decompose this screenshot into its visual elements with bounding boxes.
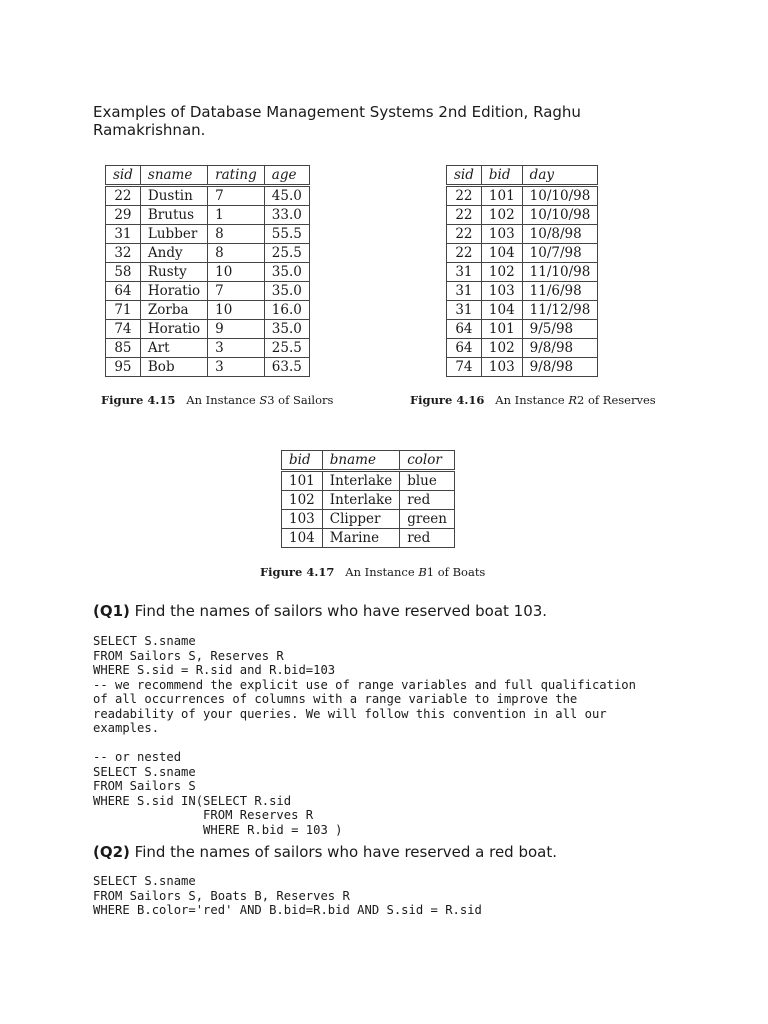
table-cell-sname: Bob	[140, 358, 207, 377]
figure-number: Figure 4.16	[410, 393, 485, 407]
table-cell-sname: Rusty	[140, 263, 207, 282]
table-row	[106, 263, 310, 282]
table-cell-rating: 7	[208, 186, 265, 206]
table-cell-sid: 31	[106, 225, 141, 244]
table-row	[282, 491, 455, 510]
caption-text: An Instance	[345, 565, 419, 579]
table-cell-sid: 22	[447, 186, 482, 206]
boats-table	[281, 450, 455, 548]
table-row	[282, 510, 455, 529]
caption-variable: B	[418, 565, 427, 579]
table-cell-color: green	[400, 510, 455, 529]
table-cell-bid: 102	[481, 206, 522, 225]
column-header-day: day	[522, 166, 598, 186]
table-cell-bname: Clipper	[322, 510, 399, 529]
column-header-sname: sname	[140, 166, 207, 186]
table-cell-bid: 103	[481, 358, 522, 377]
column-header-sid: sid	[106, 166, 141, 186]
table-row	[447, 244, 598, 263]
reserves-caption	[410, 393, 656, 407]
caption-number: 2	[576, 393, 585, 407]
sailors-table	[105, 165, 310, 377]
table-header-row	[447, 166, 598, 186]
table-row	[106, 244, 310, 263]
table-row	[447, 263, 598, 282]
column-header-bid: bid	[282, 451, 323, 471]
table-cell-sid: 31	[447, 301, 482, 320]
caption-text: of Sailors	[274, 393, 334, 407]
table-cell-day: 9/8/98	[522, 339, 598, 358]
table-row	[106, 339, 310, 358]
table-cell-sid: 31	[447, 263, 482, 282]
table-cell-day: 10/8/98	[522, 225, 598, 244]
table-cell-age: 35.0	[264, 263, 309, 282]
table-cell-sid: 64	[447, 320, 482, 339]
table-cell-age: 25.5	[264, 339, 309, 358]
table-cell-sname: Dustin	[140, 186, 207, 206]
table-row	[106, 186, 310, 206]
table-cell-sid: 64	[106, 282, 141, 301]
table-cell-bid: 104	[282, 529, 323, 548]
table-cell-day: 9/5/98	[522, 320, 598, 339]
table-row	[106, 301, 310, 320]
question-text: Find the names of sailors who have reserved a red boat.	[129, 843, 557, 861]
table-cell-sname: Lubber	[140, 225, 207, 244]
column-header-color: color	[400, 451, 455, 471]
table-cell-age: 63.5	[264, 358, 309, 377]
question-label: (Q2)	[93, 843, 130, 861]
table-cell-day: 11/10/98	[522, 263, 598, 282]
table-cell-bid: 103	[282, 510, 323, 529]
figure-number: Figure 4.17	[260, 565, 335, 579]
table-cell-sid: 22	[447, 225, 482, 244]
table-cell-day: 10/7/98	[522, 244, 598, 263]
table-row	[106, 320, 310, 339]
table-row	[447, 339, 598, 358]
q1-sql-code: SELECT S.sname FROM Sailors S, Reserves R WHERE S.sid = R.sid and R.bid=103 -- we recommend the explicit use of range variables and full qualification of all occurrences of columns with a range variable to improve the readability of your queries. We will follow this convention in all our examples. -- or nested SELECT S.sname FROM Sailors S WHERE S.sid IN(SELECT R.sid FROM Reserves R WHERE R.bid = 103 )	[93, 634, 636, 837]
boats-caption	[260, 565, 485, 579]
table-cell-sname: Brutus	[140, 206, 207, 225]
table-cell-sid: 32	[106, 244, 141, 263]
table-cell-bname: Interlake	[322, 471, 399, 491]
table-cell-sname: Horatio	[140, 282, 207, 301]
table-row	[447, 225, 598, 244]
table-row	[106, 206, 310, 225]
table-cell-bid: 104	[481, 301, 522, 320]
caption-text: An Instance	[186, 393, 260, 407]
caption-text: of Reserves	[584, 393, 656, 407]
table-header-row	[106, 166, 310, 186]
table-row	[447, 186, 598, 206]
table-row	[447, 282, 598, 301]
column-header-age: age	[264, 166, 309, 186]
table-cell-sid: 74	[106, 320, 141, 339]
table-cell-sid: 22	[447, 206, 482, 225]
table-cell-age: 25.5	[264, 244, 309, 263]
table-cell-sid: 58	[106, 263, 141, 282]
question-label: (Q1)	[93, 602, 130, 620]
table-cell-sid: 74	[447, 358, 482, 377]
figure-number: Figure 4.15	[101, 393, 176, 407]
table-cell-bid: 104	[481, 244, 522, 263]
column-header-bid: bid	[481, 166, 522, 186]
table-cell-color: red	[400, 529, 455, 548]
table-row	[447, 320, 598, 339]
table-cell-color: blue	[400, 471, 455, 491]
column-header-bname: bname	[322, 451, 399, 471]
table-cell-age: 35.0	[264, 282, 309, 301]
table-cell-age: 33.0	[264, 206, 309, 225]
caption-variable: S	[259, 393, 268, 407]
caption-text: An Instance	[495, 393, 569, 407]
column-header-sid: sid	[447, 166, 482, 186]
caption-number: 3	[267, 393, 275, 407]
table-row	[282, 471, 455, 491]
table-cell-sname: Horatio	[140, 320, 207, 339]
q2-sql-code: SELECT S.sname FROM Sailors S, Boats B, Reserves R WHERE B.color='red' AND B.bid=R.bid AND S.sid = R.sid	[93, 874, 482, 917]
reserves-table	[446, 165, 598, 377]
table-cell-day: 10/10/98	[522, 206, 598, 225]
table-cell-age: 35.0	[264, 320, 309, 339]
table-cell-bname: Marine	[322, 529, 399, 548]
table-cell-bid: 101	[481, 186, 522, 206]
table-cell-day: 10/10/98	[522, 186, 598, 206]
document-heading: Examples of Database Management Systems 2nd Edition, Raghu Ramakrishnan.	[93, 103, 581, 139]
table-cell-bid: 101	[481, 320, 522, 339]
caption-text: of Boats	[434, 565, 486, 579]
table-cell-sid: 31	[447, 282, 482, 301]
caption-variable: R	[568, 393, 577, 407]
table-row	[106, 225, 310, 244]
table-cell-sid: 71	[106, 301, 141, 320]
table-cell-day: 11/12/98	[522, 301, 598, 320]
table-cell-age: 55.5	[264, 225, 309, 244]
table-cell-rating: 8	[208, 225, 265, 244]
table-cell-rating: 10	[208, 301, 265, 320]
table-cell-bid: 103	[481, 282, 522, 301]
table-cell-rating: 3	[208, 339, 265, 358]
table-cell-rating: 1	[208, 206, 265, 225]
table-row	[282, 529, 455, 548]
table-cell-sid: 29	[106, 206, 141, 225]
table-cell-sname: Andy	[140, 244, 207, 263]
table-cell-bname: Interlake	[322, 491, 399, 510]
table-cell-sid: 95	[106, 358, 141, 377]
table-cell-sid: 22	[447, 244, 482, 263]
table-cell-sid: 64	[447, 339, 482, 358]
table-cell-age: 16.0	[264, 301, 309, 320]
table-cell-bid: 102	[481, 263, 522, 282]
table-cell-day: 9/8/98	[522, 358, 598, 377]
question-q2	[93, 843, 557, 861]
table-cell-age: 45.0	[264, 186, 309, 206]
table-cell-rating: 9	[208, 320, 265, 339]
table-cell-bid: 102	[481, 339, 522, 358]
table-cell-sname: Art	[140, 339, 207, 358]
table-cell-color: red	[400, 491, 455, 510]
table-cell-bid: 101	[282, 471, 323, 491]
table-cell-rating: 3	[208, 358, 265, 377]
table-cell-rating: 8	[208, 244, 265, 263]
table-cell-rating: 10	[208, 263, 265, 282]
table-cell-rating: 7	[208, 282, 265, 301]
table-cell-sname: Zorba	[140, 301, 207, 320]
table-cell-bid: 103	[481, 225, 522, 244]
table-row	[106, 282, 310, 301]
table-row	[447, 206, 598, 225]
caption-number: 1	[426, 565, 435, 579]
table-cell-sid: 85	[106, 339, 141, 358]
table-header-row	[282, 451, 455, 471]
table-cell-sid: 22	[106, 186, 141, 206]
table-row	[447, 358, 598, 377]
table-row	[447, 301, 598, 320]
question-text: Find the names of sailors who have reserved boat 103.	[129, 602, 548, 620]
question-q1	[93, 602, 547, 620]
column-header-rating: rating	[208, 166, 265, 186]
table-cell-day: 11/6/98	[522, 282, 598, 301]
sailors-caption	[101, 393, 333, 407]
table-cell-bid: 102	[282, 491, 323, 510]
table-row	[106, 358, 310, 377]
